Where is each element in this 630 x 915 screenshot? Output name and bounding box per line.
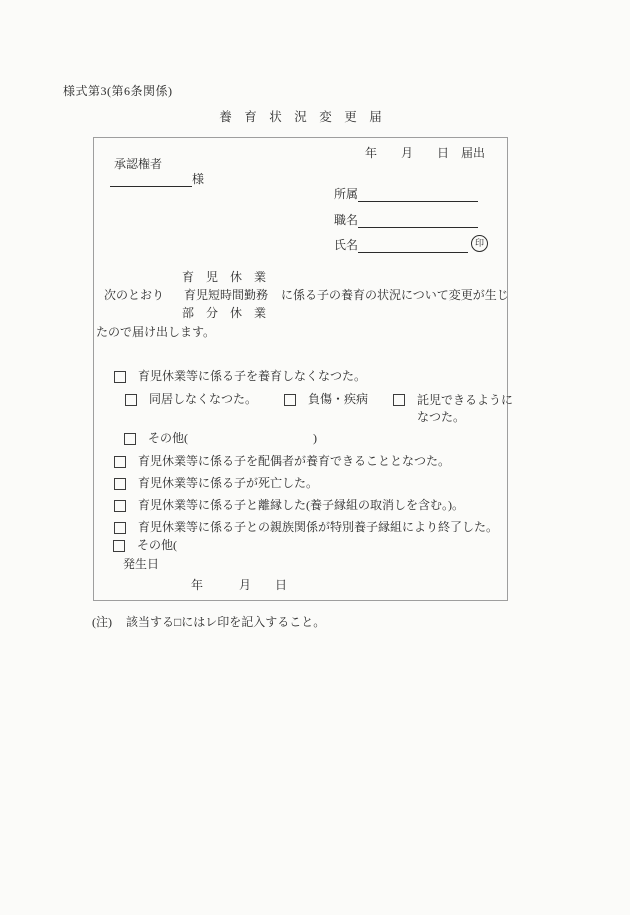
leave-type-shorttime-work: 育児短時間勤務 xyxy=(184,288,269,302)
leave-type-childcare-leave: 育 児 休 業 xyxy=(182,270,267,284)
reason-label-child-died: 育児休業等に係る子が死亡した。 xyxy=(138,476,319,490)
occurrence-date-label: 発生日 xyxy=(123,557,160,571)
reason-label-spouse-can-raise: 育児休業等に係る子を配偶者が養育できることとなつた。 xyxy=(138,454,451,468)
checkbox-no-longer-raising[interactable] xyxy=(114,371,126,383)
occurrence-date-line: 年 月 日 xyxy=(191,578,288,592)
job-title-field[interactable] xyxy=(358,213,478,228)
sub-label-childcare-line2: なつた。 xyxy=(417,410,466,425)
approver-label: 承認権者 xyxy=(114,157,163,171)
checkbox-childcare-available[interactable] xyxy=(393,394,405,406)
reason-label-special-adoption-end: 育児休業等に係る子との親族関係が特別養子縁組により終了した。 xyxy=(138,520,499,534)
submission-date-line: 年 月 日 届出 xyxy=(364,146,485,160)
page-title: 養 育 状 況 変 更 届 xyxy=(219,110,382,124)
preamble-statement-tail: に係る子の養育の状況について変更が生じ xyxy=(281,288,509,302)
sub-label-childcare-line1: 託児できるように xyxy=(417,393,514,407)
reason-label-disowned: 育児休業等に係る子と離縁した(養子縁組の取消しを含む。)。 xyxy=(138,498,464,512)
preamble-lead: 次のとおり xyxy=(104,288,165,302)
job-title-label: 職名 xyxy=(334,213,359,227)
job-title-row xyxy=(334,211,478,228)
checkbox-injury-illness[interactable] xyxy=(284,394,296,406)
sub-label-other-open: その他( xyxy=(148,431,188,445)
affiliation-label: 所属 xyxy=(334,187,359,201)
name-row xyxy=(334,235,488,253)
preamble-statement-close: たので届け出します。 xyxy=(96,325,216,339)
seal-icon: 印 xyxy=(471,235,488,252)
footnote-label: (注) xyxy=(92,615,112,629)
footnote-text: 該当する□にはレ印を記入すること。 xyxy=(126,615,326,629)
reason-subrow-details xyxy=(125,392,513,427)
form-body-frame xyxy=(93,137,514,601)
reason-label-other-open: その他( xyxy=(137,538,177,552)
reason-row-disowned xyxy=(114,498,464,514)
affiliation-row xyxy=(334,185,478,202)
checkbox-spouse-can-raise[interactable] xyxy=(114,456,126,468)
sub-label-other-close: ) xyxy=(313,431,317,445)
footnote xyxy=(92,613,325,630)
approver-name-row xyxy=(110,170,204,187)
leave-type-partial-leave: 部 分 休 業 xyxy=(182,306,267,320)
reason-row-special-adoption-end xyxy=(114,520,498,536)
sub-label-injury-illness: 負傷・疾病 xyxy=(308,392,369,406)
affiliation-field[interactable] xyxy=(358,187,478,202)
name-field[interactable] xyxy=(358,238,468,253)
sub-other-reason-field[interactable] xyxy=(188,431,313,443)
checkbox-special-adoption-end[interactable] xyxy=(114,522,126,534)
checkbox-other[interactable] xyxy=(113,540,125,552)
preamble-line xyxy=(104,286,509,303)
reason-label-no-longer-raising: 育児休業等に係る子を養育しなくなつた。 xyxy=(138,369,367,383)
checkbox-child-died[interactable] xyxy=(114,478,126,490)
sub-label-no-cohabit: 同居しなくなつた。 xyxy=(149,392,258,406)
form-number: 様式第3(第6条関係) xyxy=(63,84,173,98)
reason-subrow-other xyxy=(124,431,317,447)
checkbox-sub-other[interactable] xyxy=(124,433,136,445)
reason-row-no-longer-raising xyxy=(114,369,366,385)
reason-row-spouse-can-raise xyxy=(114,454,450,470)
approver-name-field[interactable] xyxy=(110,172,192,187)
checkbox-no-cohabit[interactable] xyxy=(125,394,137,406)
reason-row-other xyxy=(113,538,177,554)
sub-label-childcare-available xyxy=(417,392,513,427)
reason-row-child-died xyxy=(114,476,318,492)
checkbox-disowned[interactable] xyxy=(114,500,126,512)
name-label: 氏名 xyxy=(334,238,359,252)
approver-honorific: 様 xyxy=(192,172,205,186)
